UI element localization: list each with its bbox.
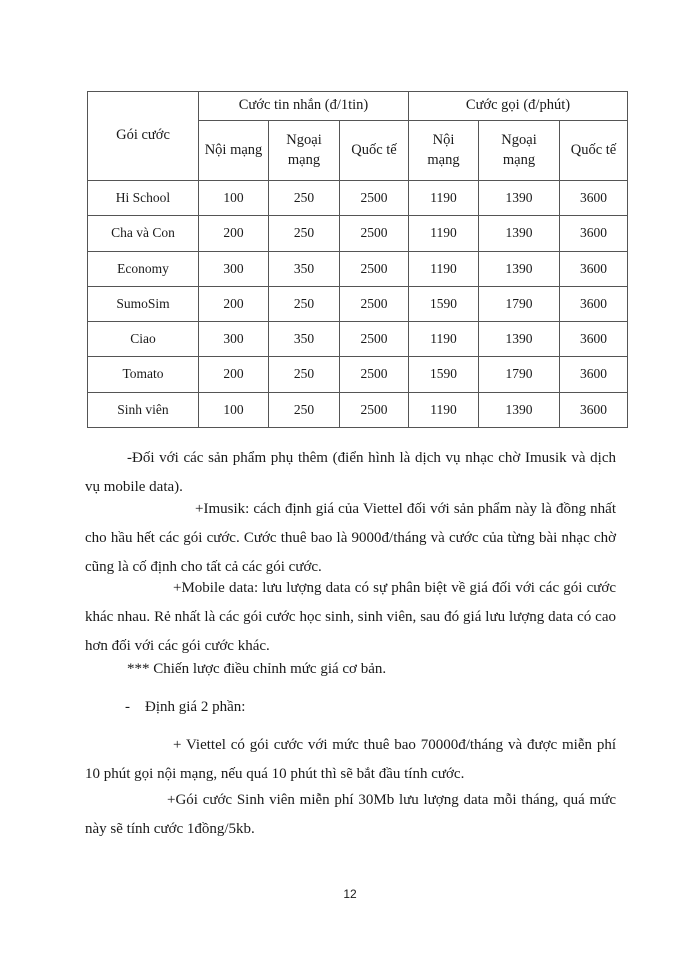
rate-cell: 1390 xyxy=(479,392,560,427)
rate-cell: 3600 xyxy=(560,251,628,286)
rate-cell: 300 xyxy=(199,322,269,357)
table-row xyxy=(88,357,628,392)
header-plan: Gói cước xyxy=(88,92,199,181)
rate-cell: 250 xyxy=(269,357,340,392)
rate-cell: 2500 xyxy=(340,286,409,321)
rate-cell: 1190 xyxy=(409,216,479,251)
header-sms-onnet: Nội mạng xyxy=(199,121,269,181)
pricing-table xyxy=(87,91,628,428)
header-call-intl: Quốc tế xyxy=(560,121,628,181)
rate-cell: 100 xyxy=(199,181,269,216)
rate-cell: 250 xyxy=(269,286,340,321)
table-row xyxy=(88,216,628,251)
rate-cell: 1390 xyxy=(479,251,560,286)
paragraph-student-plan: +Gói cước Sinh viên miễn phí 30Mb lưu lượng data mỗi tháng, quá mức này sẽ tính cước 1đồng/5kb. xyxy=(85,792,616,837)
plan-name-cell: Economy xyxy=(88,251,199,286)
rate-cell: 200 xyxy=(199,286,269,321)
rate-cell: 2500 xyxy=(340,322,409,357)
rate-cell: 3600 xyxy=(560,216,628,251)
paragraph-two-part-pricing: - Định giá 2 phần: xyxy=(125,699,246,715)
plan-name-cell: SumoSim xyxy=(88,286,199,321)
plan-name-cell: Sinh viên xyxy=(88,392,199,427)
rate-cell: 350 xyxy=(269,251,340,286)
rate-cell: 2500 xyxy=(340,357,409,392)
rate-cell: 1790 xyxy=(479,357,560,392)
rate-cell: 250 xyxy=(269,181,340,216)
header-sms-group: Cước tin nhắn (đ/1tin) xyxy=(199,92,409,121)
rate-cell: 2500 xyxy=(340,181,409,216)
rate-cell: 1390 xyxy=(479,322,560,357)
page-number: 12 xyxy=(343,887,357,901)
rate-cell: 350 xyxy=(269,322,340,357)
table-row xyxy=(88,251,628,286)
rate-cell: 1590 xyxy=(409,286,479,321)
rate-cell: 3600 xyxy=(560,286,628,321)
rate-cell: 250 xyxy=(269,216,340,251)
rate-cell: 3600 xyxy=(560,181,628,216)
rate-cell: 200 xyxy=(199,357,269,392)
table-row xyxy=(88,181,628,216)
rate-cell: 3600 xyxy=(560,357,628,392)
rate-cell: 1190 xyxy=(409,392,479,427)
table-row xyxy=(88,286,628,321)
rate-cell: 3600 xyxy=(560,392,628,427)
rate-cell: 1190 xyxy=(409,181,479,216)
header-call-offnet: Ngoại mạng xyxy=(479,121,560,181)
header-call-group: Cước gọi (đ/phút) xyxy=(409,92,628,121)
plan-name-cell: Cha và Con xyxy=(88,216,199,251)
header-sms-intl: Quốc tế xyxy=(340,121,409,181)
rate-cell: 1590 xyxy=(409,357,479,392)
rate-cell: 3600 xyxy=(560,322,628,357)
paragraph-imusik: +Imusik: cách định giá của Viettel đối với sản phẩm này là đồng nhất cho hầu hết các gói cước. Cước thuê bao là 9000đ/tháng và cước của từng bài nhạc chờ cũng là cố định cho tất cả các gói cước. xyxy=(85,501,616,575)
rate-cell: 1190 xyxy=(409,251,479,286)
table-row xyxy=(88,322,628,357)
table-body xyxy=(88,181,628,428)
rate-cell: 2500 xyxy=(340,216,409,251)
header-call-onnet: Nội mạng xyxy=(409,121,479,181)
paragraph-mobile-data: +Mobile data: lưu lượng data có sự phân biệt về giá đối với các gói cước khác nhau. Rẻ nhất là các gói cước học sinh, sinh viên, sau đó giá lưu lượng data có cao hơn đối với các gói cước khác. xyxy=(85,580,616,654)
rate-cell: 1190 xyxy=(409,322,479,357)
rate-cell: 1390 xyxy=(479,181,560,216)
paragraph-strategy-heading: *** Chiến lược điều chỉnh mức giá cơ bản. xyxy=(127,661,387,677)
rate-cell: 250 xyxy=(269,392,340,427)
header-sms-offnet: Ngoại mạng xyxy=(269,121,340,181)
table-row xyxy=(88,392,628,427)
plan-name-cell: Ciao xyxy=(88,322,199,357)
rate-cell: 100 xyxy=(199,392,269,427)
plan-name-cell: Hi School xyxy=(88,181,199,216)
paragraph-addon-products: -Đối với các sản phẩm phụ thêm (điển hình là dịch vụ nhạc chờ Imusik và dịch vụ mobile data). xyxy=(85,450,616,495)
paragraph-viettel-subscription: + Viettel có gói cước với mức thuê bao 70000đ/tháng và được miễn phí 10 phút gọi nội mạng, nếu quá 10 phút thì sẽ bắt đầu tính cước. xyxy=(85,737,616,782)
rate-cell: 1790 xyxy=(479,286,560,321)
rate-cell: 2500 xyxy=(340,251,409,286)
rate-cell: 2500 xyxy=(340,392,409,427)
rate-cell: 300 xyxy=(199,251,269,286)
plan-name-cell: Tomato xyxy=(88,357,199,392)
rate-cell: 1390 xyxy=(479,216,560,251)
rate-cell: 200 xyxy=(199,216,269,251)
